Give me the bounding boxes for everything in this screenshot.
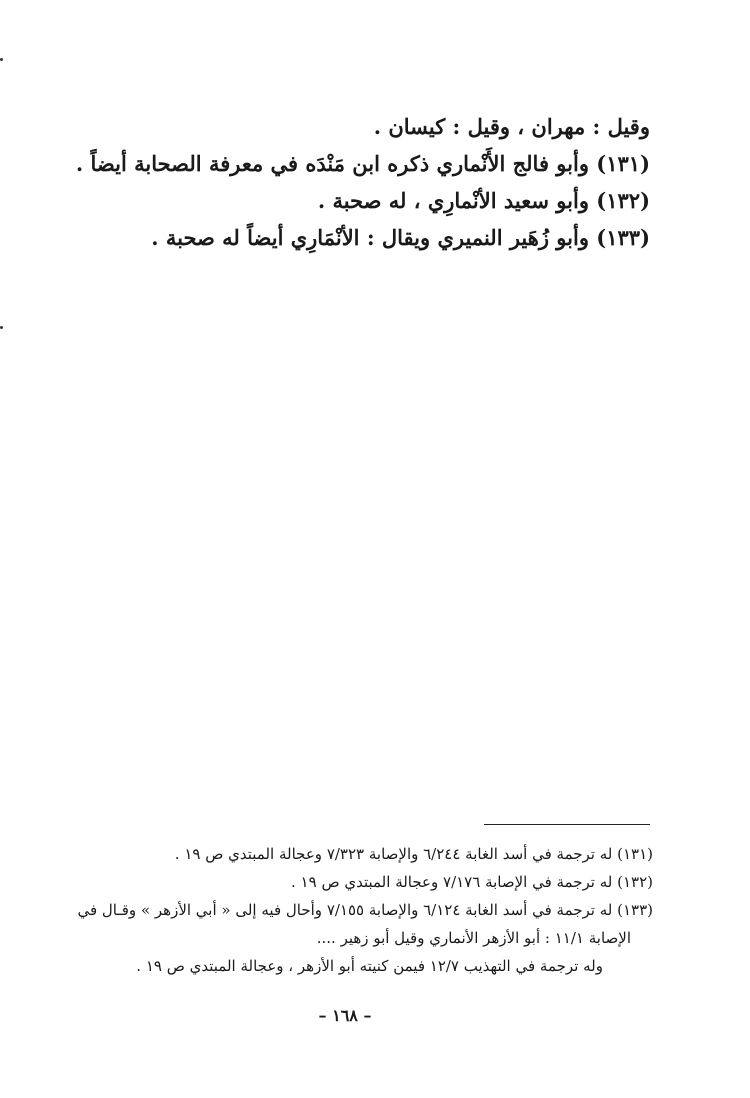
footnote-continuation-line: الإصابة ١١/١ : أبو الأزهر الأنماري وقيل أبو زهير .... <box>316 929 631 947</box>
footnote-separator <box>484 824 650 825</box>
main-text-line: وقيل : مهران ، وقيل : كيسان . <box>373 114 650 139</box>
scan-artifact-dot <box>0 58 3 61</box>
main-text-line: (١٣٣) وأبو زُهَير النميري ويقال : الأنْمَارِي أيضاً له صحبة . <box>151 225 650 250</box>
page-number: – ١٦٨ – <box>318 1006 372 1025</box>
footnote-line: (١٣٢) له ترجمة في الإصابة ٧/١٧٦ وعجالة المبتدي ص ١٩ . <box>291 873 653 891</box>
footnote-line: (١٣٣) له ترجمة في أسد الغابة ٦/١٢٤ والإصابة ٧/١٥٥ وأحال فيه إلى « أبي الأزهر » وقـال في <box>77 901 653 919</box>
main-text-line: (١٣٢) وأبو سعيد الأنْمارِي ، له صحبة . <box>317 188 650 213</box>
footnote-continuation-line: وله ترجمة في التهذيب ١٢/٧ فيمن كنيته أبو الأزهر ، وعجالة المبتدي ص ١٩ . <box>136 957 603 975</box>
main-text-block <box>70 108 650 256</box>
scan-artifact-dot <box>0 326 3 329</box>
main-text-line: (١٣١) وأبو فالج الأَنْماري ذكره ابن مَنْدَه في معرفة الصحابة أيضاً . <box>75 151 650 176</box>
footnotes-block <box>53 840 653 980</box>
footnote-line: (١٣١) له ترجمة في أسد الغابة ٦/٢٤٤ والإصابة ٧/٣٢٣ وعجالة المبتدي ص ١٩ . <box>174 845 653 863</box>
